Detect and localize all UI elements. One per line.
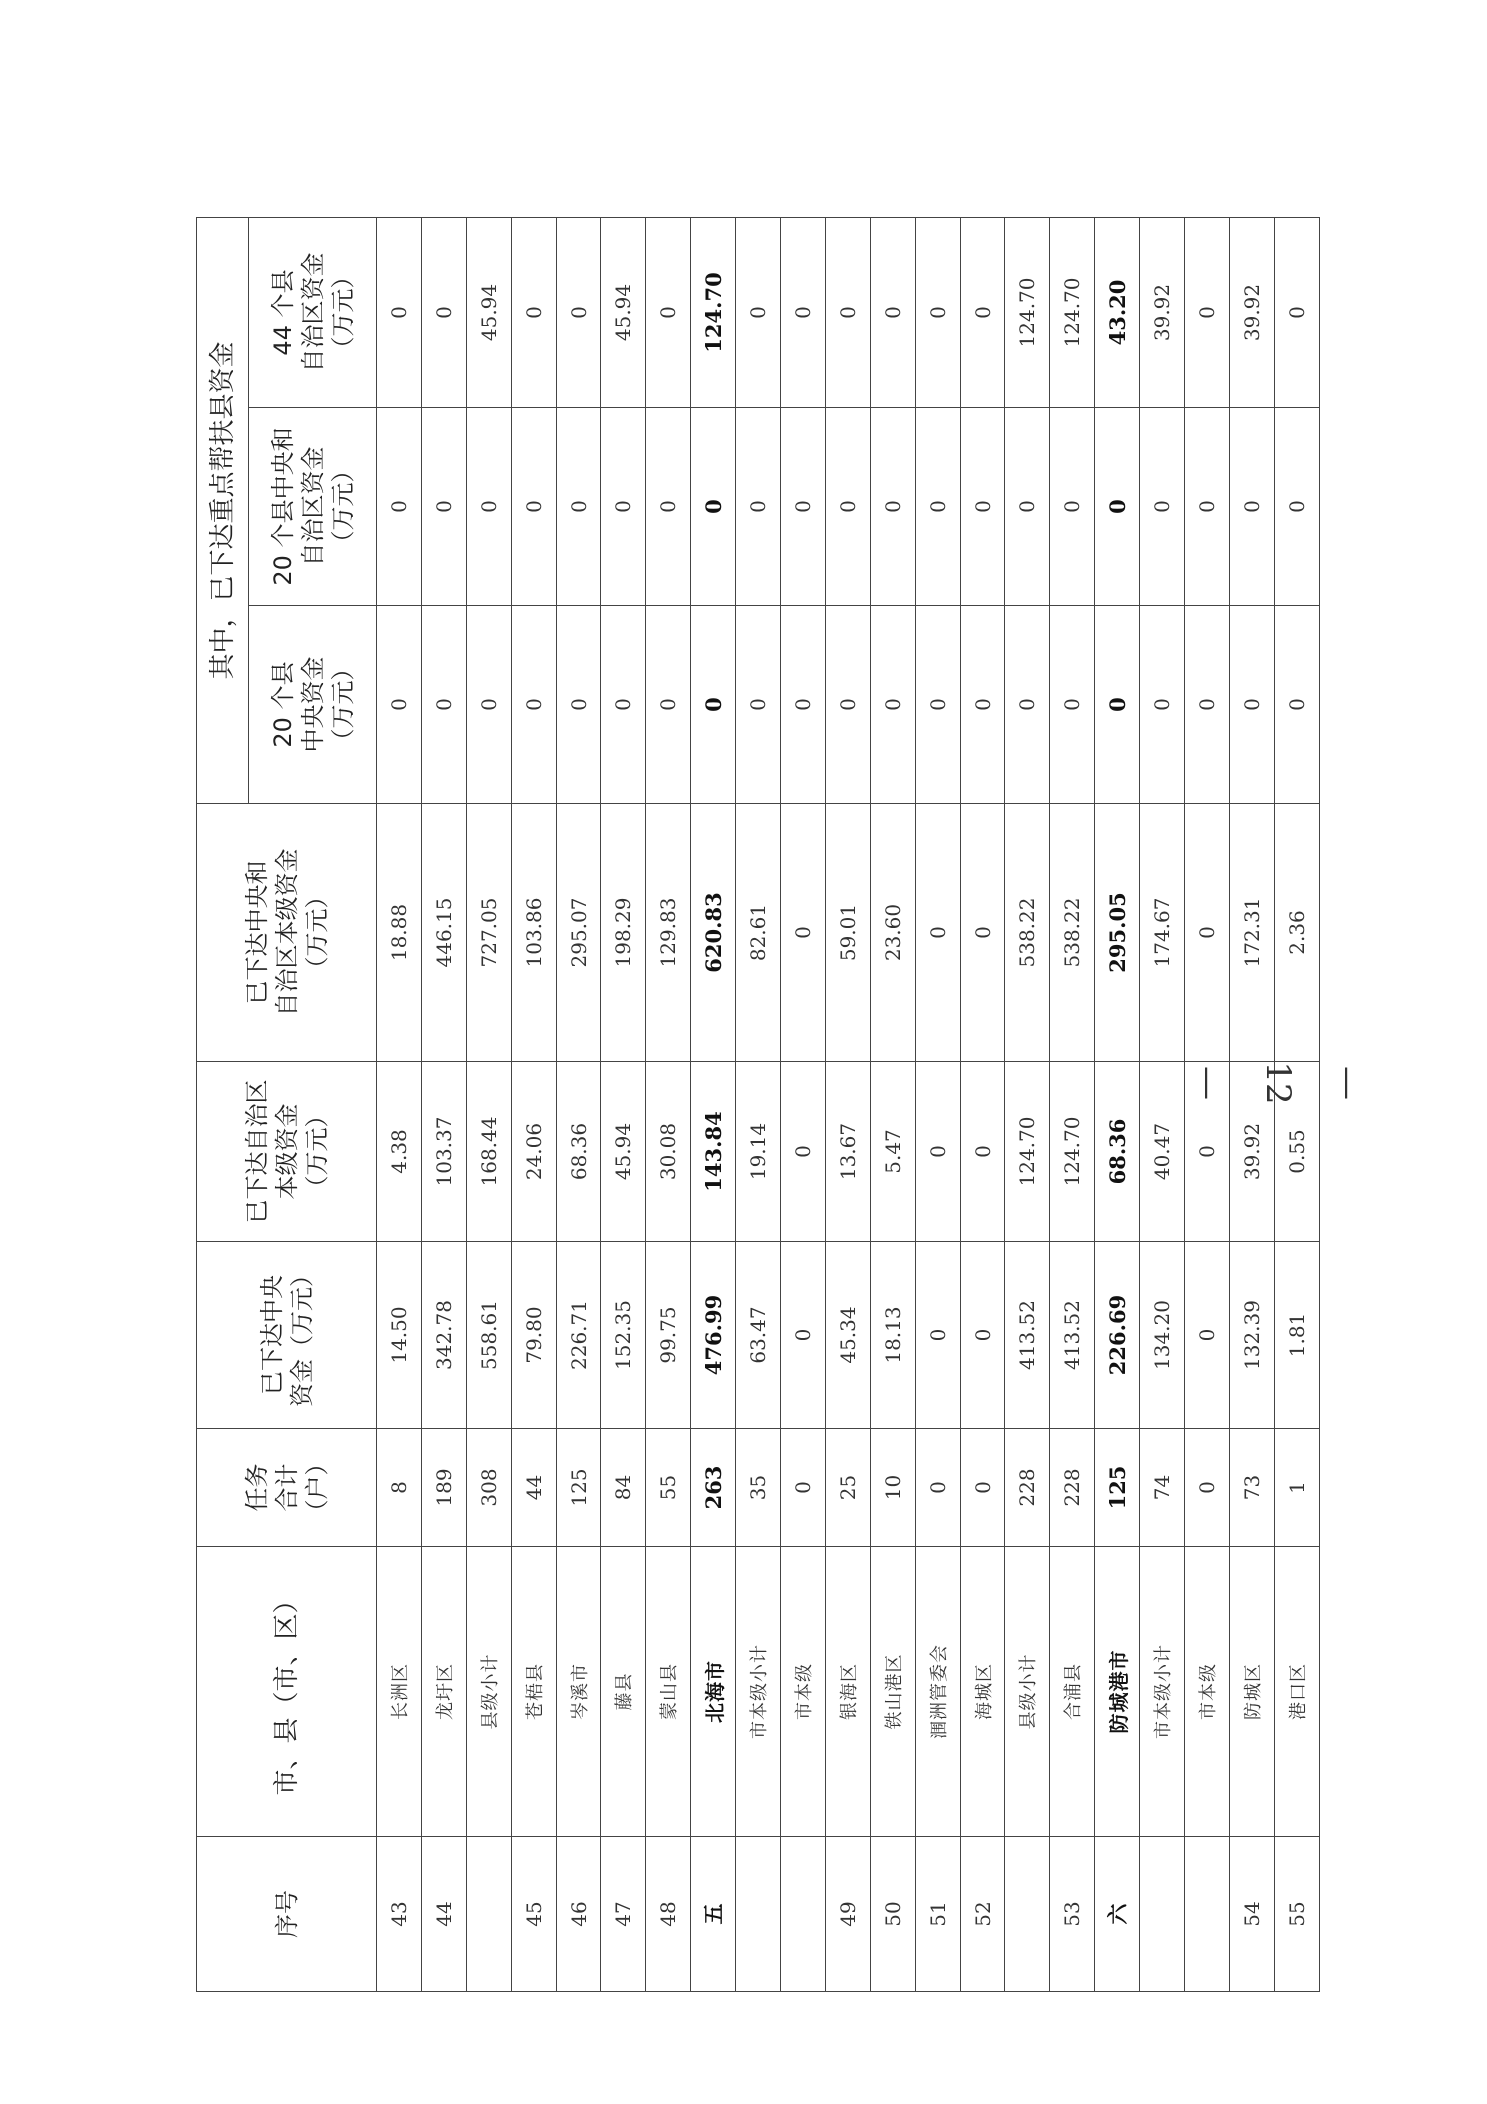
both-20-cell: 0 [870,408,915,606]
central-20-cell: 0 [1005,606,1050,804]
region-44-cell: 0 [781,217,826,407]
central-cell: 0 [1185,1242,1230,1429]
name-cell: 蒙山县 [646,1547,691,1837]
task-cell: 0 [960,1429,1005,1547]
region-44-cell: 45.94 [601,217,646,407]
total-cell: 538.22 [1050,804,1095,1062]
both-20-cell: 0 [466,408,511,606]
central-cell: 99.75 [646,1242,691,1429]
name-cell: 涠洲管委会 [915,1547,960,1837]
total-cell: 103.86 [511,804,556,1062]
both-20-cell: 0 [1229,408,1274,606]
total-cell: 727.05 [466,804,511,1062]
central-cell: 79.80 [511,1242,556,1429]
header-group: 其中，已下达重点帮扶县资金 [197,217,249,803]
region-44-cell: 0 [1185,217,1230,407]
table-row [421,217,466,1991]
name-cell: 县级小计 [1005,1547,1050,1837]
total-cell: 0 [960,804,1005,1062]
central-20-cell: 0 [377,606,422,804]
region-44-cell: 124.70 [1005,217,1050,407]
task-cell: 0 [915,1429,960,1547]
central-20-cell: 0 [781,606,826,804]
central-cell: 226.71 [556,1242,601,1429]
central-cell: 1.81 [1274,1242,1319,1429]
table-row [691,217,736,1991]
header-name: 市、县（市、区） [197,1547,377,1837]
region-cell: 19.14 [736,1062,781,1242]
total-cell: 0 [1185,804,1230,1062]
table-row [466,217,511,1991]
name-cell: 港口区 [1274,1547,1319,1837]
task-cell: 189 [421,1429,466,1547]
both-20-cell: 0 [601,408,646,606]
table-row [377,217,422,1991]
region-44-cell: 39.92 [1229,217,1274,407]
both-20-cell: 0 [1185,408,1230,606]
central-cell: 226.69 [1095,1242,1140,1429]
both-20-cell: 0 [781,408,826,606]
task-cell: 263 [691,1429,736,1547]
region-cell: 0 [960,1062,1005,1242]
both-20-cell: 0 [1005,408,1050,606]
central-20-cell: 0 [736,606,781,804]
seq-cell: 45 [511,1837,556,1992]
central-cell: 45.34 [825,1242,870,1429]
seq-cell [1185,1837,1230,1992]
seq-cell [466,1837,511,1992]
region-cell: 4.38 [377,1062,422,1242]
region-cell: 5.47 [870,1062,915,1242]
task-cell: 1 [1274,1429,1319,1547]
both-20-cell: 0 [1095,408,1140,606]
table-row [870,217,915,1991]
central-20-cell: 0 [1095,606,1140,804]
both-20-cell: 0 [1274,408,1319,606]
name-cell: 岑溪市 [556,1547,601,1837]
table-row [1185,217,1230,1991]
central-20-cell: 0 [1185,606,1230,804]
total-cell: 295.07 [556,804,601,1062]
task-cell: 228 [1050,1429,1095,1547]
region-44-cell: 0 [825,217,870,407]
region-cell: 0 [781,1062,826,1242]
table-row [511,217,556,1991]
seq-cell: 44 [421,1837,466,1992]
table-row [781,217,826,1991]
total-cell: 198.29 [601,804,646,1062]
task-cell: 125 [556,1429,601,1547]
region-cell: 168.44 [466,1062,511,1242]
region-44-cell: 43.20 [1095,217,1140,407]
both-20-cell: 0 [421,408,466,606]
central-cell: 18.13 [870,1242,915,1429]
name-cell: 市本级小计 [1140,1547,1185,1837]
seq-cell: 54 [1229,1837,1274,1992]
total-cell: 620.83 [691,804,736,1062]
seq-cell: 52 [960,1837,1005,1992]
region-44-cell: 0 [377,217,422,407]
region-cell: 143.84 [691,1062,736,1242]
central-20-cell: 0 [825,606,870,804]
region-cell: 68.36 [1095,1062,1140,1242]
region-cell: 40.47 [1140,1062,1185,1242]
name-cell: 市本级 [781,1547,826,1837]
region-cell: 30.08 [646,1062,691,1242]
region-cell: 0.55 [1274,1062,1319,1242]
table-row [1050,217,1095,1991]
both-20-cell: 0 [556,408,601,606]
seq-cell: 六 [1095,1837,1140,1992]
name-cell: 苍梧县 [511,1547,556,1837]
table-row [646,217,691,1991]
central-cell: 63.47 [736,1242,781,1429]
seq-cell: 49 [825,1837,870,1992]
task-cell: 74 [1140,1429,1185,1547]
region-cell: 103.37 [421,1062,466,1242]
table-row [556,217,601,1991]
both-20-cell: 0 [1050,408,1095,606]
header-region: 已下达自治区 本级资金 （万元） [197,1062,377,1242]
central-cell: 413.52 [1050,1242,1095,1429]
region-44-cell: 124.70 [691,217,736,407]
central-cell: 152.35 [601,1242,646,1429]
central-20-cell: 0 [511,606,556,804]
task-cell: 0 [781,1429,826,1547]
header-sub-20-both: 20 个县中央和 自治区资金 （万元） [249,408,377,606]
both-20-cell: 0 [825,408,870,606]
central-20-cell: 0 [915,606,960,804]
header-seq: 序号 [197,1837,377,1992]
seq-cell: 五 [691,1837,736,1992]
central-20-cell: 0 [1229,606,1274,804]
both-20-cell: 0 [1140,408,1185,606]
central-20-cell: 0 [691,606,736,804]
region-44-cell: 39.92 [1140,217,1185,407]
region-44-cell: 0 [556,217,601,407]
both-20-cell: 0 [377,408,422,606]
total-cell: 446.15 [421,804,466,1062]
both-20-cell: 0 [646,408,691,606]
central-cell: 413.52 [1005,1242,1050,1429]
both-20-cell: 0 [915,408,960,606]
seq-cell: 43 [377,1837,422,1992]
central-cell: 0 [960,1242,1005,1429]
name-cell: 防城区 [1229,1547,1274,1837]
region-44-cell: 124.70 [1050,217,1095,407]
task-cell: 25 [825,1429,870,1547]
region-cell: 24.06 [511,1062,556,1242]
central-20-cell: 0 [466,606,511,804]
task-cell: 10 [870,1429,915,1547]
central-cell: 132.39 [1229,1242,1274,1429]
task-cell: 73 [1229,1429,1274,1547]
region-cell: 68.36 [556,1062,601,1242]
table-row [1095,217,1140,1991]
region-44-cell: 45.94 [466,217,511,407]
header-sub-44: 44 个县 自治区资金 （万元） [249,217,377,407]
region-cell: 13.67 [825,1062,870,1242]
table-row [1005,217,1050,1991]
name-cell: 市本级 [1185,1547,1230,1837]
seq-cell: 46 [556,1837,601,1992]
region-cell: 124.70 [1005,1062,1050,1242]
table-row [915,217,960,1991]
seq-cell [1005,1837,1050,1992]
name-cell: 铁山港区 [870,1547,915,1837]
central-cell: 342.78 [421,1242,466,1429]
seq-cell [736,1837,781,1992]
task-cell: 44 [511,1429,556,1547]
seq-cell: 53 [1050,1837,1095,1992]
name-cell: 北海市 [691,1547,736,1837]
region-cell: 45.94 [601,1062,646,1242]
seq-cell: 50 [870,1837,915,1992]
name-cell: 海城区 [960,1547,1005,1837]
task-cell: 228 [1005,1429,1050,1547]
task-cell: 125 [1095,1429,1140,1547]
region-44-cell: 0 [421,217,466,407]
region-44-cell: 0 [1274,217,1319,407]
header-total: 已下达中央和 自治区本级资金 （万元） [197,804,377,1062]
both-20-cell: 0 [736,408,781,606]
region-cell: 0 [1185,1062,1230,1242]
both-20-cell: 0 [511,408,556,606]
name-cell: 防城港市 [1095,1547,1140,1837]
total-cell: 129.83 [646,804,691,1062]
region-cell: 39.92 [1229,1062,1274,1242]
central-cell: 14.50 [377,1242,422,1429]
header-sub-20-central: 20 个县 中央资金 （万元） [249,606,377,804]
central-20-cell: 0 [556,606,601,804]
total-cell: 0 [915,804,960,1062]
seq-cell: 51 [915,1837,960,1992]
funds-table [196,217,1320,1992]
task-cell: 35 [736,1429,781,1547]
task-cell: 84 [601,1429,646,1547]
table-row [1140,217,1185,1991]
total-cell: 18.88 [377,804,422,1062]
table-body [377,217,1320,1991]
table-row [825,217,870,1991]
task-cell: 55 [646,1429,691,1547]
total-cell: 538.22 [1005,804,1050,1062]
name-cell: 合浦县 [1050,1547,1095,1837]
central-20-cell: 0 [870,606,915,804]
name-cell: 龙圩区 [421,1547,466,1837]
table-row [736,217,781,1991]
region-44-cell: 0 [870,217,915,407]
name-cell: 县级小计 [466,1547,511,1837]
central-20-cell: 0 [960,606,1005,804]
central-20-cell: 0 [601,606,646,804]
central-20-cell: 0 [1274,606,1319,804]
page-number: —12— [1188,1061,1368,1105]
header-central: 已下达中央 资金（万元） [197,1242,377,1429]
seq-cell [1140,1837,1185,1992]
central-cell: 0 [781,1242,826,1429]
total-cell: 174.67 [1140,804,1185,1062]
name-cell: 藤县 [601,1547,646,1837]
name-cell: 市本级小计 [736,1547,781,1837]
central-20-cell: 0 [646,606,691,804]
central-cell: 558.61 [466,1242,511,1429]
central-20-cell: 0 [421,606,466,804]
seq-cell: 47 [601,1837,646,1992]
region-44-cell: 0 [915,217,960,407]
region-44-cell: 0 [646,217,691,407]
total-cell: 0 [781,804,826,1062]
central-cell: 134.20 [1140,1242,1185,1429]
central-20-cell: 0 [1050,606,1095,804]
central-20-cell: 0 [1140,606,1185,804]
total-cell: 172.31 [1229,804,1274,1062]
region-44-cell: 0 [736,217,781,407]
task-cell: 308 [466,1429,511,1547]
total-cell: 2.36 [1274,804,1319,1062]
total-cell: 23.60 [870,804,915,1062]
region-cell: 0 [915,1062,960,1242]
total-cell: 295.05 [1095,804,1140,1062]
region-cell: 124.70 [1050,1062,1095,1242]
seq-cell: 55 [1274,1837,1319,1992]
central-cell: 0 [915,1242,960,1429]
central-cell: 476.99 [691,1242,736,1429]
rotated-table-page [196,218,1320,1992]
header-task: 任务 合计 （户） [197,1429,377,1547]
both-20-cell: 0 [960,408,1005,606]
total-cell: 59.01 [825,804,870,1062]
name-cell: 长洲区 [377,1547,422,1837]
seq-cell [781,1837,826,1992]
total-cell: 82.61 [736,804,781,1062]
name-cell: 银海区 [825,1547,870,1837]
region-44-cell: 0 [960,217,1005,407]
table-row [601,217,646,1991]
region-44-cell: 0 [511,217,556,407]
seq-cell: 48 [646,1837,691,1992]
task-cell: 0 [1185,1429,1230,1547]
table-row [960,217,1005,1991]
task-cell: 8 [377,1429,422,1547]
both-20-cell: 0 [691,408,736,606]
